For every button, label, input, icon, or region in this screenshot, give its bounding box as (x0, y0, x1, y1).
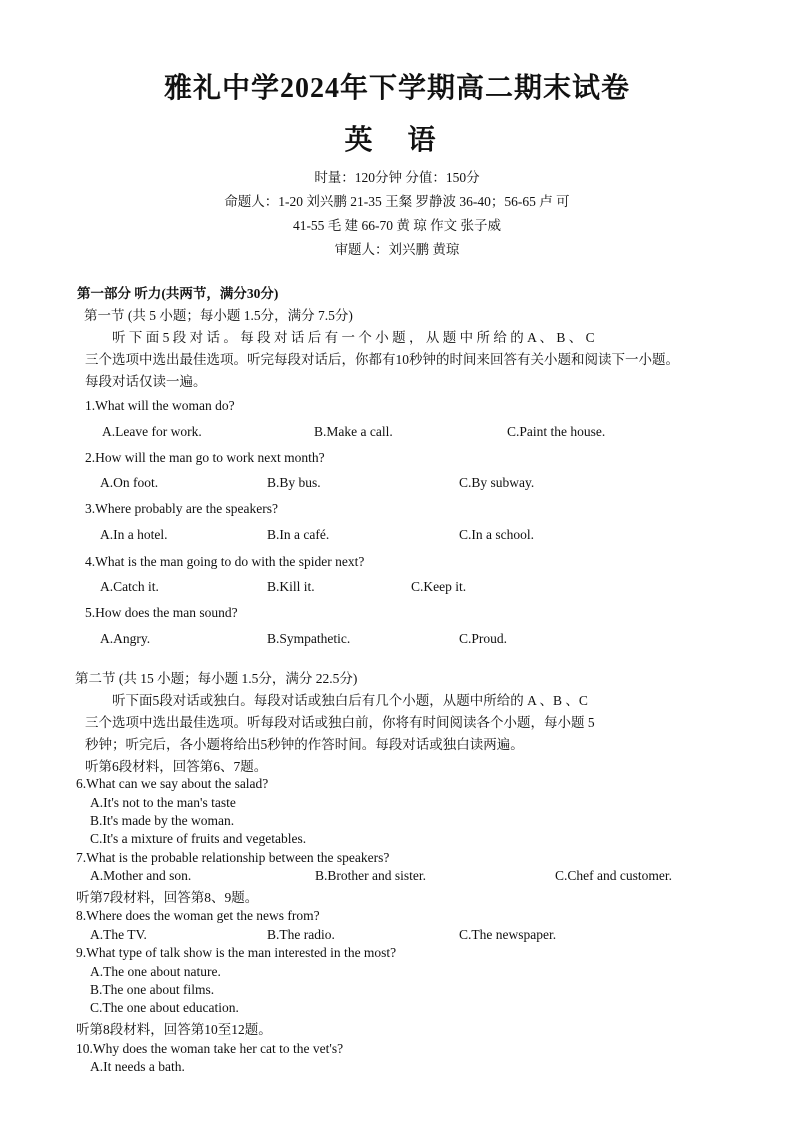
option-b: B.In a café. (267, 527, 330, 542)
option-b: B.Brother and sister. (315, 868, 426, 883)
question-stem: 3.Where probably are the speakers? (85, 501, 279, 516)
material-note: 听第8段材料，回答第10至12题。 (76, 1022, 272, 1037)
option-a: A.The one about nature. (90, 964, 221, 979)
section2-instruction-1: 听下面5段对话或独白。每段对话或独白后有几个小题，从题中所给的 A 、B 、C (112, 693, 588, 708)
section1-instruction-2: 三个选项中选出最佳选项。听完每段对话后，你都有10秒钟的时间来回答有关小题和阅读下一小题。 (85, 352, 679, 367)
option-a: A.In a hotel. (100, 527, 168, 542)
option-c: C.By subway. (459, 475, 535, 490)
authors-line-1: 命题人：1-20 刘兴鹏 21-35 王粲 罗静波 36-40；56-65 卢 可 (224, 194, 570, 209)
section1-instruction-1: 听 下 面 5 段 对 话 。 每 段 对 话 后 有 一 个 小 题 ， 从 题 中 所 给 的 A 、 B 、 C (112, 330, 595, 345)
option-c: C.The one about education. (90, 1000, 239, 1015)
question-stem: 4.What is the man going to do with the spider next? (85, 554, 365, 569)
question-stem: 1.What will the woman do? (85, 398, 235, 413)
question-stem: 6.What can we say about the salad? (76, 776, 269, 791)
option-b: B.The radio. (267, 927, 335, 942)
option-c: C.Paint the house. (507, 424, 606, 439)
part1-heading: 第一部分 听力(共两节，满分30分) (77, 286, 279, 301)
question-stem: 9.What type of talk show is the man interested in the most? (76, 945, 397, 960)
question-stem: 2.How will the man go to work next month? (85, 450, 325, 465)
exam-title: 雅礼中学2024年下学期高二期末试卷 (163, 73, 630, 104)
option-b: B.Kill it. (267, 579, 315, 594)
question-stem: 10.Why does the woman take her cat to the vet's? (76, 1041, 344, 1056)
option-a: A.The TV. (90, 927, 147, 942)
question-stem: 5.How does the man sound? (85, 605, 238, 620)
option-a: A.Mother and son. (90, 868, 192, 883)
option-c: C.It's a mixture of fruits and vegetables. (90, 831, 307, 846)
exam-subject: 英 语 (344, 125, 450, 156)
material-note: 听第7段材料，回答第8、9题。 (76, 890, 259, 905)
material-note: 听第6段材料，回答第6、7题。 (85, 759, 268, 774)
section1-instruction-3: 每段对话仅读一遍。 (85, 374, 207, 389)
option-b: B.Make a call. (314, 424, 393, 439)
option-c: C.The newspaper. (459, 927, 557, 942)
reviewers-line: 审题人：刘兴鹏 黄琼 (334, 242, 460, 257)
option-a: A.Angry. (100, 631, 151, 646)
question-stem: 7.What is the probable relationship between the speakers? (76, 850, 390, 865)
option-a: A.It's not to the man's taste (90, 795, 236, 810)
section1-heading: 第一节 (共 5 小题；每小题 1.5分，满分 7.5分) (84, 308, 353, 323)
section2-heading: 第二节 (共 15 小题；每小题 1.5分，满分 22.5分) (75, 671, 358, 686)
section2-instruction-2: 三个选项中选出最佳选项。听每段对话或独白前，你将有时间阅读各个小题，每小题 5 (85, 715, 595, 730)
option-b: B.Sympathetic. (267, 631, 351, 646)
option-a: A.Catch it. (100, 579, 159, 594)
option-a: A.Leave for work. (102, 424, 202, 439)
section2-instruction-3: 秒钟；听完后，各小题将给出5秒钟的作答时间。每段对话或独白读两遍。 (85, 737, 524, 752)
option-b: B.The one about films. (90, 982, 215, 997)
authors-line-2: 41-55 毛 建 66-70 黄 琼 作文 张子威 (292, 218, 502, 233)
option-b: B.By bus. (267, 475, 321, 490)
option-a: A.On foot. (100, 475, 159, 490)
option-b: B.It's made by the woman. (90, 813, 235, 828)
option-a: A.It needs a bath. (90, 1059, 185, 1074)
question-stem: 8.Where does the woman get the news from? (76, 908, 320, 923)
option-c: C.In a school. (459, 527, 534, 542)
option-c: C.Keep it. (411, 579, 467, 594)
time-score-line: 时量：120分钟 分值：150分 (314, 170, 480, 185)
option-c: C.Proud. (459, 631, 508, 646)
option-c: C.Chef and customer. (555, 868, 672, 883)
